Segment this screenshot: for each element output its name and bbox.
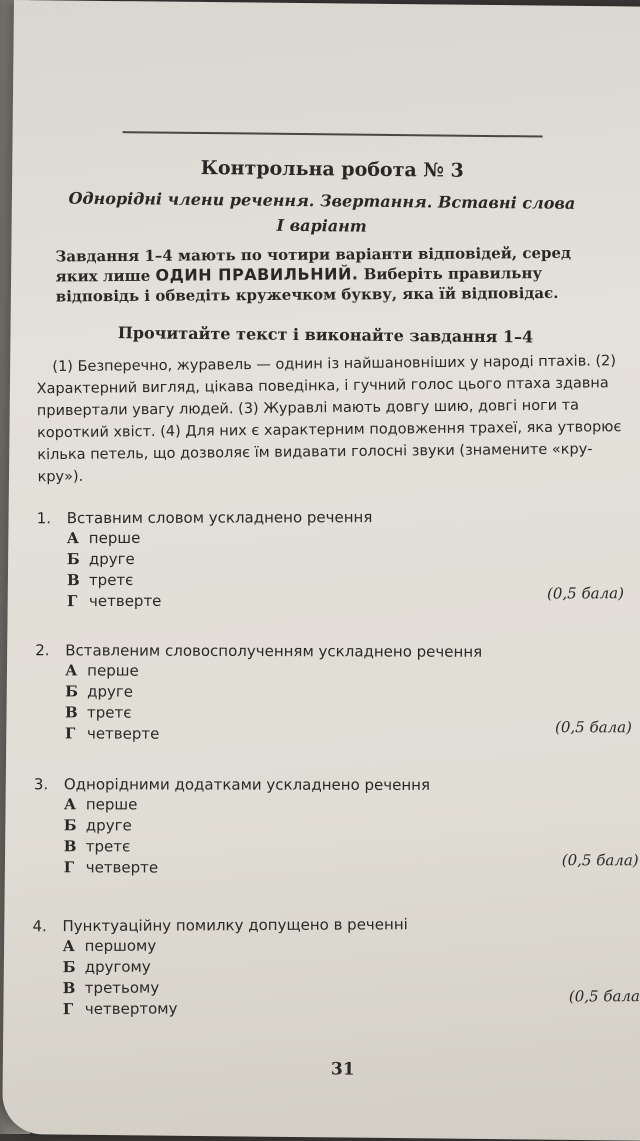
task-question xyxy=(35,640,640,662)
option-a[interactable]: А перше xyxy=(63,795,138,814)
instructions-caps: ОДИН ПРАВИЛЬНИЙ. xyxy=(155,264,359,285)
task-4 xyxy=(32,913,640,1020)
task-question-text: Вставленим словосполученням ускладнено речення xyxy=(65,641,483,661)
task-3 xyxy=(34,774,640,879)
option-g[interactable]: Г четвертому xyxy=(62,999,178,1019)
header-rule xyxy=(123,131,543,137)
option-b[interactable]: Б другому xyxy=(62,957,151,977)
instructions xyxy=(55,243,611,307)
page-title: Контрольна робота № 3 xyxy=(200,156,464,182)
reading-passage: (1) Безперечно, журавель — однин із найшановніших у народі птахів. (2) Характерний вигляд, цікава поведінка, і гучний голос цього птаха здавна привертали увагу людей. (3) Журавлі мають довгу шию, довгі ноги та короткий хвіст. (4) Для них є характерним подовження трахеї, яка утворює кілька петель, що дозволяє їм видавати голосні звуки (знамените «кру-кру»). xyxy=(36,353,622,486)
instructions-part2: Виберіть правильну відповідь і обведіть кружечком букву, яка їй відповідає. xyxy=(55,264,559,306)
task-1 xyxy=(37,506,640,612)
option-v[interactable]: В третє xyxy=(65,703,132,722)
task-number: 3. xyxy=(33,775,49,794)
task-question-text: Однорідними додатками ускладнено речення xyxy=(63,775,431,794)
option-g[interactable]: Г четверте xyxy=(64,724,160,743)
option-g[interactable]: Г четверте xyxy=(63,858,159,877)
task-question xyxy=(37,506,640,528)
instructions-part1: Завдання 1–4 мають по чотири варіанти відповідей, серед яких лише xyxy=(55,243,572,286)
page-number: 31 xyxy=(330,1059,355,1080)
option-b[interactable]: Б друге xyxy=(65,682,134,701)
option-a[interactable]: А першому xyxy=(62,936,157,956)
option-a[interactable]: А перше xyxy=(66,528,141,548)
task-question-text: Вставним словом ускладнено речення xyxy=(66,508,373,528)
option-b[interactable]: Б друге xyxy=(66,549,135,569)
task-question xyxy=(34,774,640,795)
task-score: (0,5 бала) xyxy=(554,718,632,737)
task-number: 2. xyxy=(35,641,50,660)
task-score: (0,5 бала) xyxy=(546,584,624,603)
option-g[interactable]: Г четверте xyxy=(66,591,162,611)
task-2 xyxy=(35,640,640,746)
option-b[interactable]: Б друге xyxy=(63,816,132,835)
task-score: (0,5 бала xyxy=(568,987,640,1006)
option-v[interactable]: В третьому xyxy=(62,978,160,998)
option-v[interactable]: В третє xyxy=(63,837,131,856)
variant-label: I варіант xyxy=(276,215,367,236)
book-page xyxy=(2,0,640,1141)
task-number: 1. xyxy=(36,509,52,528)
section-heading: Прочитайте текст і виконайте завдання 1–4 xyxy=(117,323,534,347)
page-subtitle: Однорідні члени речення. Звертання. Вставні слова xyxy=(68,188,576,213)
task-number: 4. xyxy=(32,917,47,936)
task-score: (0,5 бала) xyxy=(561,851,639,870)
option-a[interactable]: А перше xyxy=(65,661,139,680)
task-question-text: Пунктуаційну помилку допущено в реченні xyxy=(62,915,408,936)
option-v[interactable]: В третє xyxy=(66,570,134,590)
